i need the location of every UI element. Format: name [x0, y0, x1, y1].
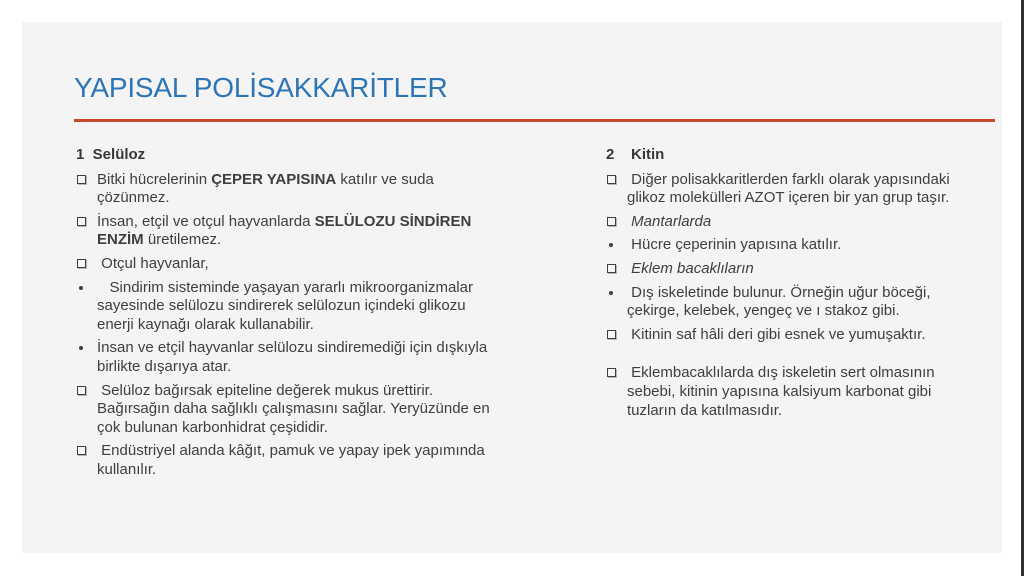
column-heading-seluloz: 1 Selüloz — [76, 146, 146, 163]
bullet-list-item — [76, 279, 490, 335]
list-item-text: Endüstriyel alanda kâğıt, pamuk ve yapay ipek yapımında kullanılır. — [97, 442, 489, 478]
list-item-text: İnsan, etçil ve otçul hayvanlarda SELÜLOZU SİNDİREN ENZİM üretilemez. — [97, 212, 476, 249]
bullet-list-item — [606, 213, 972, 232]
bullet-list-item — [606, 326, 972, 345]
bullet-list-seluloz — [76, 170, 494, 480]
dot-bullet-icon — [76, 279, 97, 335]
bullet-list-item — [76, 442, 490, 479]
list-item-text: Eklembacaklılarda dış iskeletin sert olmasının sebebi, kitinin yapısına kalsiyum karbonat gibi tuzların da katılmasıdır. — [627, 364, 939, 419]
bullet-list-item — [76, 213, 490, 250]
column-kitin — [606, 146, 972, 425]
square-bullet-icon — [606, 326, 627, 345]
list-item-text: Diğer polisakkaritlerden farklı olarak yapısındaki glikoz molekülleri AZOT içeren bir yan grup taşır. — [627, 170, 954, 207]
dot-bullet-icon — [606, 236, 627, 255]
list-item-text: Hücre çeperinin yapısına katılır. — [627, 236, 842, 254]
list-item-text: Sindirim sisteminde yaşayan yararlı mikroorganizmalar sayesinde selülozu sindirerek selülozun içindeki glikozu enerji kaynağı olarak kullanabilir. — [97, 278, 478, 333]
square-bullet-icon — [606, 213, 627, 232]
dot-bullet-icon — [606, 284, 627, 321]
bullet-list-kitin — [606, 171, 972, 421]
list-item-text: Eklem bacaklıların — [627, 259, 754, 277]
square-bullet-icon — [606, 171, 627, 208]
bullet-list-item — [606, 236, 972, 255]
list-item-text: İnsan ve etçil hayvanlar selülozu sindiremediği için dışkıyla birlikte dışarıya atar. — [97, 339, 492, 375]
square-bullet-icon — [76, 382, 97, 438]
square-bullet-icon — [76, 171, 97, 208]
list-item-text: Bitki hücrelerinin ÇEPER YAPISINA katılır ve suda çözünmez. — [97, 170, 438, 207]
title-divider — [74, 119, 995, 122]
list-item-text: Selüloz bağırsak epiteline değerek mukus ürettirir. Bağırsağın daha sağlıklı çalışmasını sağlar. Yeryüzünde en çok bulunan karbonhidrat çeşididir. — [97, 381, 494, 436]
bullet-list-item — [606, 260, 972, 279]
square-bullet-icon — [76, 255, 97, 274]
bullet-list-item — [606, 171, 972, 208]
list-item-text: Mantarlarda — [627, 212, 712, 230]
bullet-list-item — [76, 381, 494, 438]
bullet-list-item — [76, 171, 490, 208]
bullet-list-item — [606, 364, 972, 420]
square-bullet-icon — [76, 442, 97, 479]
bullet-list-item — [76, 339, 490, 376]
list-item-text: Otçul hayvanlar, — [97, 254, 209, 272]
column-seluloz — [76, 146, 494, 485]
column-heading-kitin: 2 Kitin — [606, 146, 665, 163]
slide-canvas — [22, 22, 1002, 553]
bullet-list-item — [606, 284, 972, 321]
square-bullet-icon — [606, 260, 627, 279]
bullet-list-item — [76, 255, 490, 274]
square-bullet-icon — [606, 364, 627, 420]
list-item-text: Kitinin saf hâli deri gibi esnek ve yumuşaktır. — [627, 325, 926, 343]
square-bullet-icon — [76, 213, 97, 250]
list-item-text: Dış iskeletinde bulunur. Örneğin uğur böceği, çekirge, kelebek, yengeç ve ı stakoz gibi. — [627, 283, 935, 320]
slide-title: YAPISAL POLİSAKKARİTLER — [74, 72, 448, 103]
dot-bullet-icon — [76, 339, 97, 376]
